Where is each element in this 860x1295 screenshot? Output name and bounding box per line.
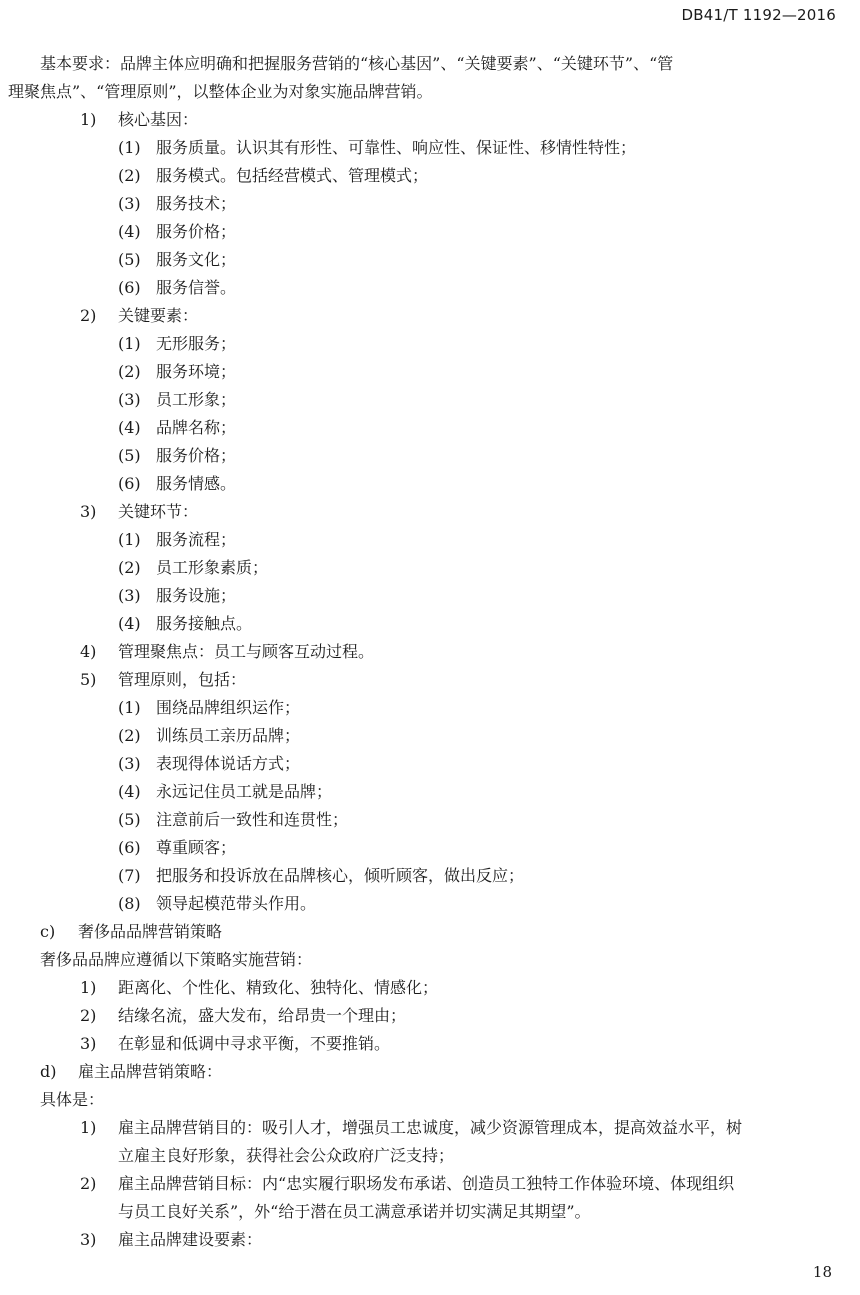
sub-text: 员工形象素质； [156,558,269,577]
sub-number: (3) [118,754,141,773]
document-code-header: DB41/T 1192—2016 [681,6,836,24]
employer-intro [0,1086,860,1114]
sub-number: (4) [118,614,141,633]
list-item [0,554,860,582]
core-genes-heading [0,106,860,134]
item-text: 与员工良好关系”，外“给于潜在员工满意承诺并切实满足其期望”。 [118,1202,591,1221]
list-item [0,162,860,190]
sub-number: (2) [118,362,141,381]
sub-number: (4) [118,222,141,241]
sub-number: (3) [118,586,141,605]
section-title: 雇主品牌营销策略： [78,1062,223,1081]
sub-text: 品牌名称； [156,418,237,437]
item-label: 3) [80,1230,97,1249]
item-title: 关键要素： [118,306,199,325]
principles-heading [0,666,860,694]
list-item [0,190,860,218]
section-label: c) [40,922,56,941]
list-item [0,1030,860,1058]
item-label: 1) [80,1118,97,1137]
sub-text: 训练员工亲历品牌； [156,726,301,745]
intro-text-2: 理聚焦点”、“管理原则”，以整体企业为对象实施品牌营销。 [8,82,433,101]
list-item [0,526,860,554]
item-text: 雇主品牌营销目标：内“忠实履行职场发布承诺、创造员工独特工作体验环境、体现组织 [118,1174,735,1193]
intro-line-2 [0,78,860,106]
intro-line-1 [0,50,860,78]
item-text: 立雇主良好形象，获得社会公众政府广泛支持； [118,1146,455,1165]
list-item-continuation [0,1198,860,1226]
list-item [0,386,860,414]
item-label: 3) [80,1034,97,1053]
sub-number: (3) [118,194,141,213]
list-item [0,442,860,470]
item-text: 结缘名流，盛大发布，给昂贵一个理由； [118,1006,407,1025]
list-item [0,750,860,778]
sub-number: (4) [118,418,141,437]
list-item [0,330,860,358]
list-item [0,582,860,610]
list-item [0,694,860,722]
list-item [0,1226,860,1254]
sub-text: 注意前后一致性和连贯性； [156,810,349,829]
sub-number: (2) [118,558,141,577]
list-item [0,1114,860,1142]
sub-text: 服务信誉。 [156,278,237,297]
section-intro: 奢侈品品牌应遵循以下策略实施营销： [40,950,313,969]
list-item [0,1170,860,1198]
sub-text: 尊重顾客； [156,838,237,857]
sub-text: 服务接触点。 [156,614,253,633]
sub-number: (5) [118,810,141,829]
list-item [0,470,860,498]
list-item [0,246,860,274]
sub-number: (2) [118,166,141,185]
list-item [0,414,860,442]
item-text: 雇主品牌营销目的：吸引人才，增强员工忠诚度，减少资源管理成本，提高效益水平，树 [118,1118,743,1137]
sub-text: 员工形象； [156,390,237,409]
key-elements-heading [0,302,860,330]
item-text: 雇主品牌建设要素： [118,1230,263,1249]
list-item [0,974,860,1002]
list-item [0,610,860,638]
sub-number: (6) [118,474,141,493]
sub-number: (1) [118,334,141,353]
list-item [0,890,860,918]
sub-number: (2) [118,726,141,745]
sub-text: 服务情感。 [156,474,237,493]
sub-text: 服务设施； [156,586,237,605]
item-title: 管理原则，包括： [118,670,247,689]
sub-text: 领导起模范带头作用。 [156,894,317,913]
sub-number: (1) [118,138,141,157]
sub-number: (5) [118,446,141,465]
sub-number: (6) [118,838,141,857]
sub-number: (8) [118,894,141,913]
sub-text: 服务流程； [156,530,237,549]
sub-number: (5) [118,250,141,269]
item-label: 2) [80,1006,97,1025]
item-label: 2) [80,1174,97,1193]
list-item [0,134,860,162]
sub-text: 把服务和投诉放在品牌核心，倾听顾客，做出反应； [156,866,525,885]
item-label: 5) [80,670,97,689]
sub-number: (7) [118,866,141,885]
item-text: 管理聚焦点：员工与顾客互动过程。 [118,642,375,661]
list-item [0,1002,860,1030]
sub-number: (1) [118,698,141,717]
sub-number: (1) [118,530,141,549]
employer-heading [0,1058,860,1086]
sub-text: 服务环境； [156,362,237,381]
list-item [0,274,860,302]
focus-heading [0,638,860,666]
item-label: 4) [80,642,97,661]
list-item [0,862,860,890]
sub-number: (4) [118,782,141,801]
item-title: 核心基因： [118,110,199,129]
luxury-heading [0,918,860,946]
list-item [0,834,860,862]
luxury-intro [0,946,860,974]
intro-text-1: 基本要求：品牌主体应明确和把握服务营销的“核心基因”、“关键要素”、“关键环节”、“管 [40,54,674,73]
sub-text: 服务文化； [156,250,237,269]
sub-number: (3) [118,390,141,409]
item-text: 在彰显和低调中寻求平衡，不要推销。 [118,1034,391,1053]
sub-text: 服务价格； [156,222,237,241]
sub-text: 服务质量。认识其有形性、可靠性、响应性、保证性、移情性特性； [156,138,637,157]
section-title: 奢侈品品牌营销策略 [78,922,223,941]
list-item-continuation [0,1142,860,1170]
item-label: 2) [80,306,97,325]
list-item [0,778,860,806]
item-label: 1) [80,110,97,129]
sub-text: 无形服务； [156,334,237,353]
item-label: 1) [80,978,97,997]
sub-text: 服务模式。包括经营模式、管理模式； [156,166,429,185]
sub-number: (6) [118,278,141,297]
section-intro: 具体是： [40,1090,105,1109]
key-links-heading [0,498,860,526]
list-item [0,358,860,386]
list-item [0,806,860,834]
page-number: 18 [812,1263,832,1281]
section-label: d) [40,1062,57,1081]
list-item [0,722,860,750]
item-text: 距离化、个性化、精致化、独特化、情感化； [118,978,439,997]
sub-text: 服务技术； [156,194,237,213]
sub-text: 永远记住员工就是品牌； [156,782,333,801]
sub-text: 表现得体说话方式； [156,754,301,773]
sub-text: 服务价格； [156,446,237,465]
item-title: 关键环节： [118,502,199,521]
item-label: 3) [80,502,97,521]
list-item [0,218,860,246]
sub-text: 围绕品牌组织运作； [156,698,301,717]
